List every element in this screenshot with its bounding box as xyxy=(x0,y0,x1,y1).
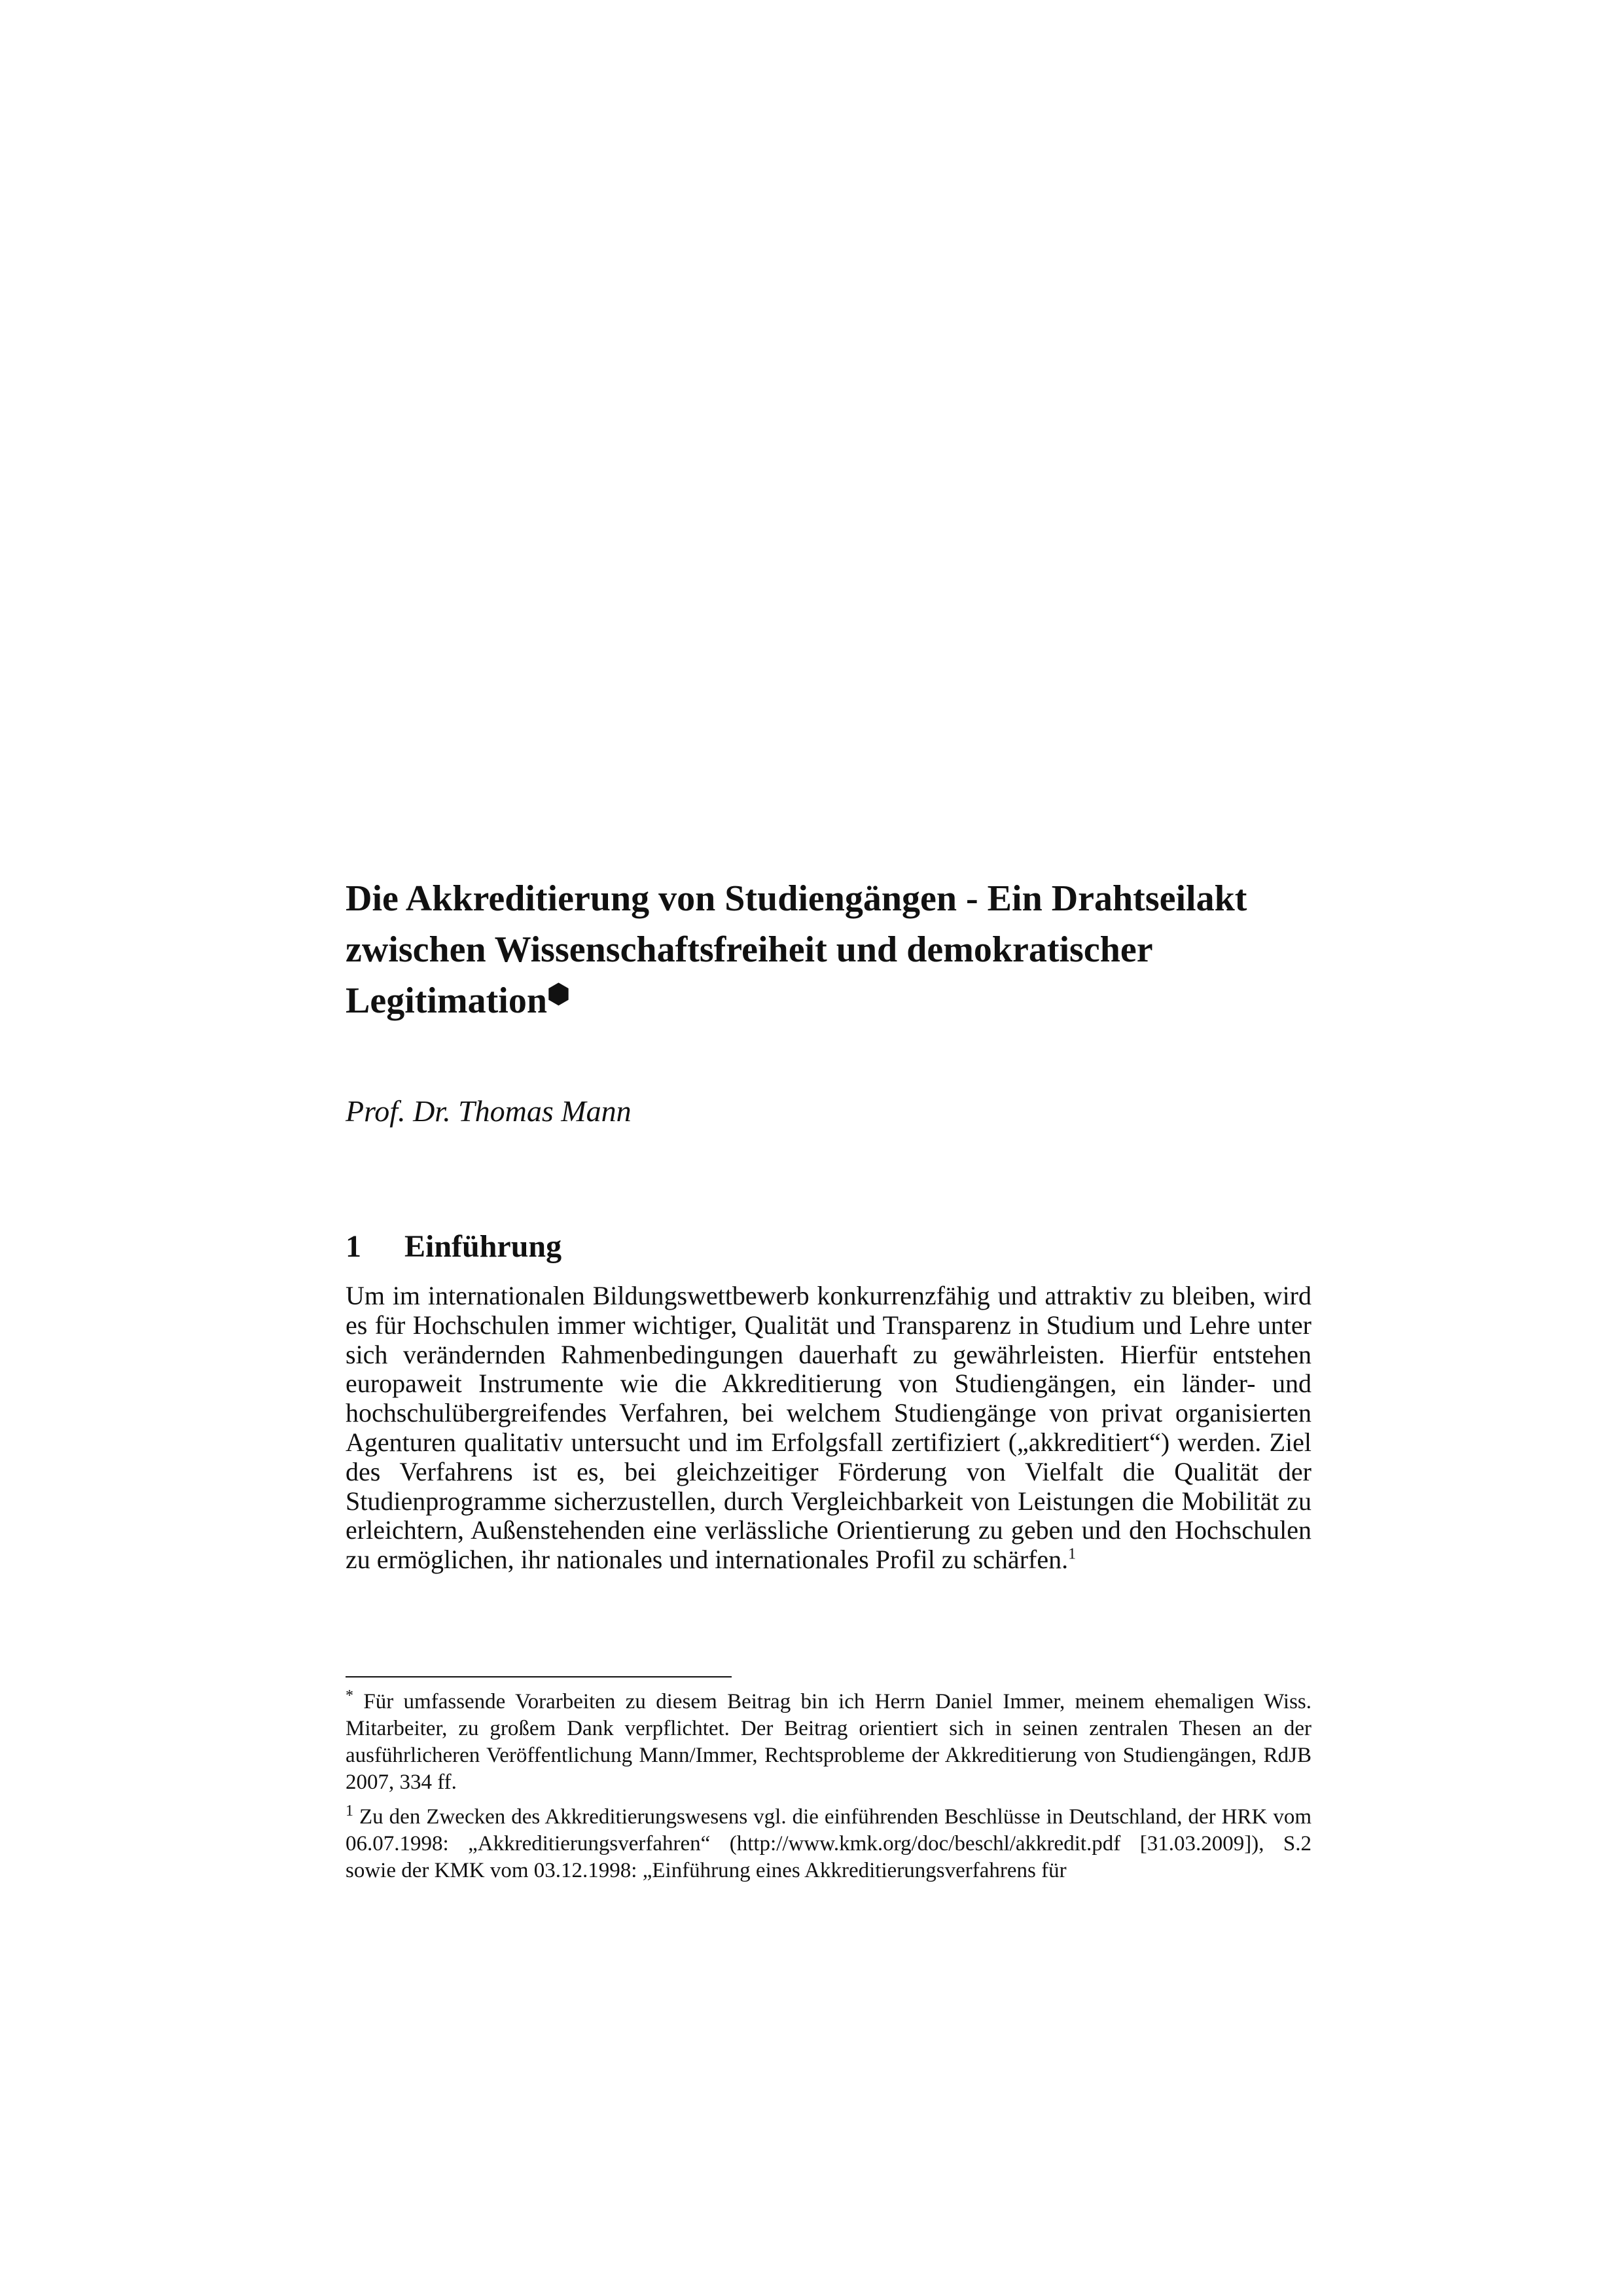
paragraph-text: Um im internationalen Bildungswettbewerb konkurrenzfähig und attraktiv zu bleiben, wird es für Hochschulen immer wichtiger, Qualität und Transparenz in Studium und Lehre unter sich verändernden Rahmenbedingungen dauerhaft zu gewährleisten. Hierfür entstehen europaweit Instrumente wie die Akkreditierung von Studiengängen, ein länder- und hochschulübergreifendes Verfahren, bei welchem Studiengänge von privat organisierten Agenturen qualitativ untersucht und im Erfolgsfall zertifiziert („akkreditiert“) werden. Ziel des Verfahrens ist es, bei gleichzeitiger Förderung von Vielfalt die Qualität der Studienprogramme sicherzustellen, durch Vergleichbarkeit von Leistungen die Mobilität zu erleichtern, Außenstehenden eine verlässliche Orientierung zu geben und den Hochschulen zu ermöglichen, ihr nationales und internationales Profil zu schärfen. xyxy=(346,1281,1311,1575)
article-title-text: Die Akkreditierung von Studiengängen - Ein Drahtseilakt zwischen Wissenschaftsfreiheit und demokratischer Legitimation xyxy=(346,878,1247,1021)
section-number: 1 xyxy=(346,1229,361,1264)
footnote-item xyxy=(346,1804,1311,1884)
footnote-text: Für umfassende Vorarbeiten zu diesem Beitrag bin ich Herrn Daniel Immer, meinem ehemaligen Wiss. Mitarbeiter, zu großem Dank verpflichtet. Der Beitrag orientiert sich in seinen zentralen Thesen an der ausführlicheren Veröffentlichung Mann/Immer, Rechtsprobleme der Akkreditierung von Studiengängen, RdJB 2007, 334 ff. xyxy=(346,1690,1312,1794)
footnote-text: Zu den Zwecken des Akkreditierungswesens vgl. die einführenden Beschlüsse in Deutschland, der HRK vom 06.07.1998: „Akkreditierungsverfahren“ (http://www.kmk.org/doc/beschl/akkredit.pdf [31.03.2009]), S.2 sowie der KMK vom 03.12.1998: „Einführung eines Akkreditierungsverfahrens für xyxy=(346,1805,1312,1882)
footnote-mark: * xyxy=(346,1687,353,1704)
footnote-item xyxy=(346,1689,1311,1796)
title-footnote-mark: ⬢ xyxy=(546,979,570,1009)
footnotes xyxy=(346,1689,1311,1892)
document-page xyxy=(346,0,1311,2296)
footnote-separator xyxy=(346,1676,732,1677)
article-title xyxy=(346,873,1311,1026)
footnote-reference[interactable]: 1 xyxy=(1068,1545,1077,1563)
intro-paragraph xyxy=(346,1282,1311,1575)
author-line: Prof. Dr. Thomas Mann xyxy=(346,1094,632,1128)
footnote-mark: 1 xyxy=(346,1803,353,1820)
section-title: Einführung xyxy=(404,1229,562,1264)
section-heading xyxy=(346,1227,562,1266)
